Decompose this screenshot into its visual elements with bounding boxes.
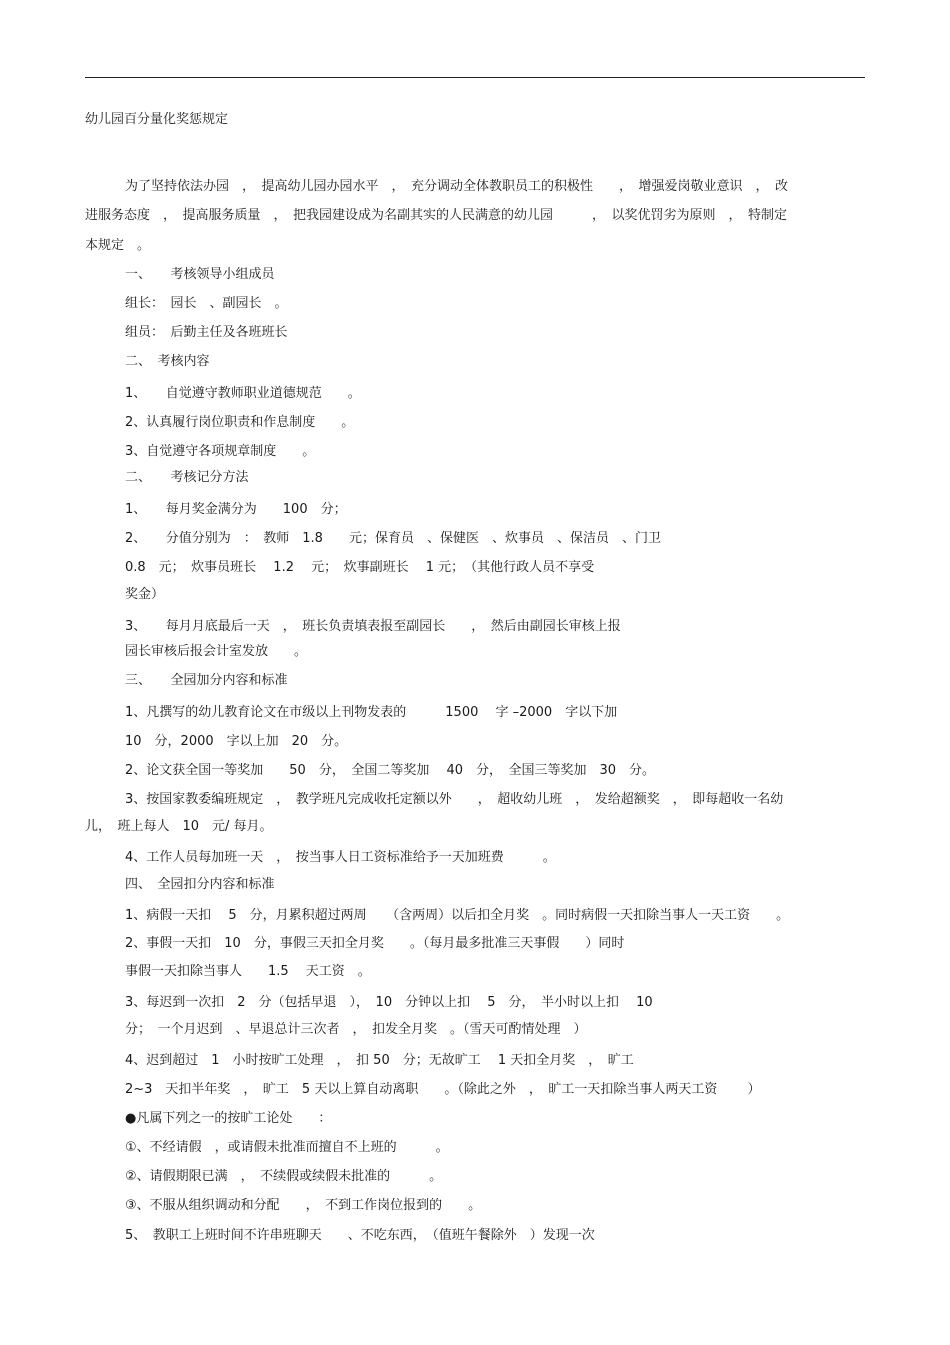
deduct-item-4-cont: 2~3 天扣半年奖 ， 旷工 5 天以上算自动离职 。（除此之外 ， 旷工一天扣除当事人两天工资 ）: [125, 1082, 761, 1097]
header-rule: [85, 77, 865, 78]
deduct-item-3: 3、每迟到一次扣 2 分（包括早退 ）， 10 分钟以上扣 5 分， 半小时以上扣 10: [125, 995, 653, 1010]
content-item-2: 2、认真履行岗位职责和作息制度 。: [125, 415, 355, 430]
bonus-item-4: 4、工作人员每加班一天 ， 按当事人日工资标准给予一天加班费 。: [125, 850, 556, 865]
deduct-item-1: 1、病假一天扣 5 分，月累积超过两周 （含两周）以后扣全月奖 。同时病假一天扣除当事人一天工资 。: [125, 908, 790, 923]
bonus-item-1-cont: 10 分，2000 字以上加 20 分。: [125, 734, 348, 749]
scoring-item-2: 2、 分值分别为 ： 教师 1.8 元；保育员 、保健医 、炊事员 、保洁员 、门卫: [125, 531, 661, 546]
absence-case-2: ②、请假期限已满 ， 不续假或续假未批准的 。: [125, 1169, 443, 1184]
scoring-item-2-cont: 0.8 元； 炊事员班长 1.2 元； 炊事副班长 1 元； （其他行政人员不享受: [125, 560, 595, 575]
deduct-item-2-cont: 事假一天扣除当事人 1.5 天工资 。: [125, 964, 371, 979]
intro-line-2: 进服务态度 ， 提高服务质量 ， 把我园建设成为名副其实的人民满意的幼儿园 ， 以奖优罚劣为原则 ， 特制定: [85, 208, 788, 223]
member-line: 组员： 后勤主任及各班班长: [125, 325, 288, 340]
section-heading-5: 四、 全园扣分内容和标准: [125, 877, 275, 892]
section-heading-4: 三、 全园加分内容和标准: [125, 673, 288, 688]
deduct-item-3-cont: 分； 一个月迟到 、早退总计三次者 ， 扣发全月奖 。（雪天可酌情处理 ）: [125, 1022, 587, 1037]
bonus-item-3-cont: 儿， 班上每人 10 元/ 每月。: [85, 819, 273, 834]
scoring-item-3: 3、 每月月底最后一天 ， 班长负责填表报至副园长 ， 然后由副园长审核上报: [125, 619, 621, 634]
absence-case-3: ③、不服从组织调动和分配 ， 不到工作岗位报到的 。: [125, 1198, 482, 1213]
deduct-item-2: 2、事假一天扣 10 分，事假三天扣全月奖 。（每月最多批准三天事假 ）同时: [125, 936, 625, 951]
section-heading-1: 一、 考核领导小组成员: [125, 267, 275, 282]
document-title: 幼儿园百分量化奖惩规定: [85, 112, 229, 127]
section-heading-3: 二、 考核记分方法: [125, 470, 249, 485]
absence-case-1: ①、不经请假 ，或请假未批准而擅自不上班的 。: [125, 1140, 449, 1155]
bonus-item-1: 1、凡撰写的幼儿教育论文在市级以上刊物发表的 1500 字 –2000 字以下加: [125, 705, 618, 720]
content-item-1: 1、 自觉遵守教师职业道德规范 。: [125, 386, 361, 401]
bonus-item-2: 2、论文获全国一等奖加 50 分， 全国二等奖加 40 分， 全国三等奖加 30 分。: [125, 763, 656, 778]
section-heading-2: 二、 考核内容: [125, 354, 210, 369]
scoring-item-3-cont: 园长审核后报会计室发放 。: [125, 644, 308, 659]
content-item-3: 3、自觉遵守各项规章制度 。: [125, 444, 316, 459]
scoring-item-2-cont-2: 奖金）: [125, 587, 165, 602]
intro-line-3: 本规定 。: [85, 238, 151, 253]
deduct-item-5: 5、 教职工上班时间不许串班聊天 、不吃东西， （值班午餐除外 ）发现一次: [125, 1228, 595, 1243]
absence-heading: ●凡属下列之一的按旷工论处 ：: [125, 1111, 332, 1126]
bonus-item-3: 3、按国家教委编班规定 ， 教学班凡完成收托定额以外 ， 超收幼儿班 ， 发给超额奖 ， 即每超收一名幼: [125, 792, 784, 807]
leader-line: 组长： 园长 、副园长 。: [125, 296, 288, 311]
scoring-item-1: 1、 每月奖金满分为 100 分；: [125, 502, 347, 517]
intro-line-1: 为了坚持依法办园 ， 提高幼儿园办园水平 ， 充分调动全体教职员工的积极性 ， 增强爱岗敬业意识 ， 改: [125, 179, 789, 194]
deduct-item-4: 4、迟到超过 1 小时按旷工处理 ， 扣 50 分；无故旷工 1 天扣全月奖 ， 旷工: [125, 1053, 634, 1068]
